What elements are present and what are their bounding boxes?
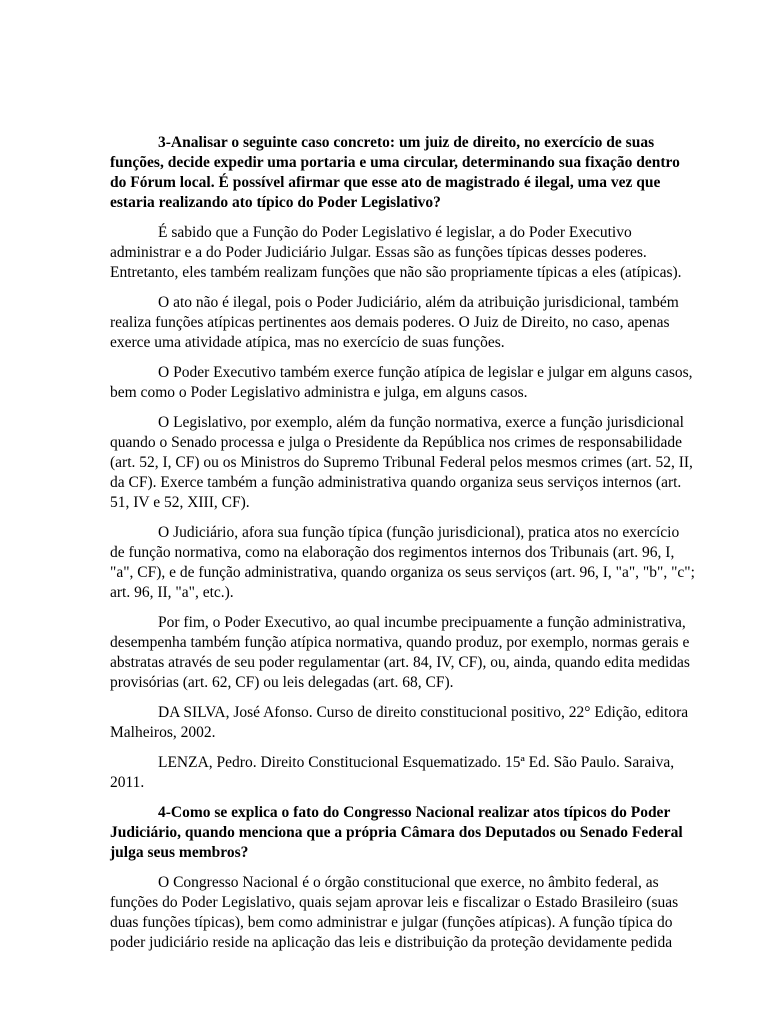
question-4-heading: 4-Como se explica o fato do Congresso Nacional realizar atos típicos do Poder Judiciário, quando menciona que a própria Câmara dos Deputados ou Senado Federal julga seus membros?: [110, 804, 683, 861]
q3-paragraph-5: O Judiciário, afora sua função típica (função jurisdicional), pratica atos no exercício de função normativa, como na elaboração dos regimentos internos dos Tribunais (art. 96, I, "a", CF), e de função administrativa, quando organiza os seus serviços (art. 96, I, "a", "b", "c"; art. 96, II, "a", etc.).: [110, 524, 695, 601]
q3-paragraph-4: O Legislativo, por exemplo, além da função normativa, exerce a função jurisdicional quando o Senado processa e julga o Presidente da República nos crimes de responsabilidade (art. 52, I, CF) ou os Ministros do Supremo Tribunal Federal pelos mesmos crimes (art. 52, II, da CF). Exerce também a função administrativa quando organiza seus serviços internos (art. 51, IV e 52, XIII, CF).: [110, 414, 693, 511]
q3-paragraph-3: O Poder Executivo também exerce função atípica de legislar e julgar em alguns casos, bem como o Poder Legislativo administra e julga, em alguns casos.: [110, 364, 693, 401]
q4-paragraph-1: O Congresso Nacional é o órgão constitucional que exerce, no âmbito federal, as funções do Poder Legislativo, quais sejam aprovar leis e fiscalizar o Estado Brasileiro (suas duas funções típicas), bem como administrar e julgar (funções atípicas). A função típica do poder judiciário reside na aplicação das leis e distribuição da proteção devidamente pedida: [110, 874, 679, 951]
reference-1: DA SILVA, José Afonso. Curso de direito constitucional positivo, 22° Edição, editora Malheiros, 2002.: [110, 704, 689, 741]
q3-paragraph-6: Por fim, o Poder Executivo, ao qual incumbe precipuamente a função administrativa, desempenha também função atípica normativa, quando produz, por exemplo, normas gerais e abstratas através de seu poder regulamentar (art. 84, IV, CF), ou, ainda, quando edita medidas provisórias (art. 62, CF) ou leis delegadas (art. 68, CF).: [110, 614, 690, 691]
question-3-heading: 3-Analisar o seguinte caso concreto: um juiz de direito, no exercício de suas funções, decide expedir uma portaria e uma circular, determinando sua fixação dentro do Fórum local. É possível afirmar que esse ato de magistrado é ilegal, uma vez que estaria realizando ato típico do Poder Legislativo?: [110, 134, 680, 211]
document-page: [110, 133, 696, 963]
reference-2: LENZA, Pedro. Direito Constitucional Esquematizado. 15ª Ed. São Paulo. Saraiva, 2011.: [110, 754, 675, 791]
q3-paragraph-1: É sabido que a Função do Poder Legislativo é legislar, a do Poder Executivo administrar e a do Poder Judiciário Julgar. Essas são as funções típicas desses poderes. Entretanto, eles também realizam funções que não são propriamente típicas a eles (atípicas).: [110, 224, 682, 281]
q3-paragraph-2: O ato não é ilegal, pois o Poder Judiciário, além da atribuição jurisdicional, também realiza funções atípicas pertinentes aos demais poderes. O Juiz de Direito, no caso, apenas exerce uma atividade atípica, mas no exercício de suas funções.: [110, 294, 679, 351]
